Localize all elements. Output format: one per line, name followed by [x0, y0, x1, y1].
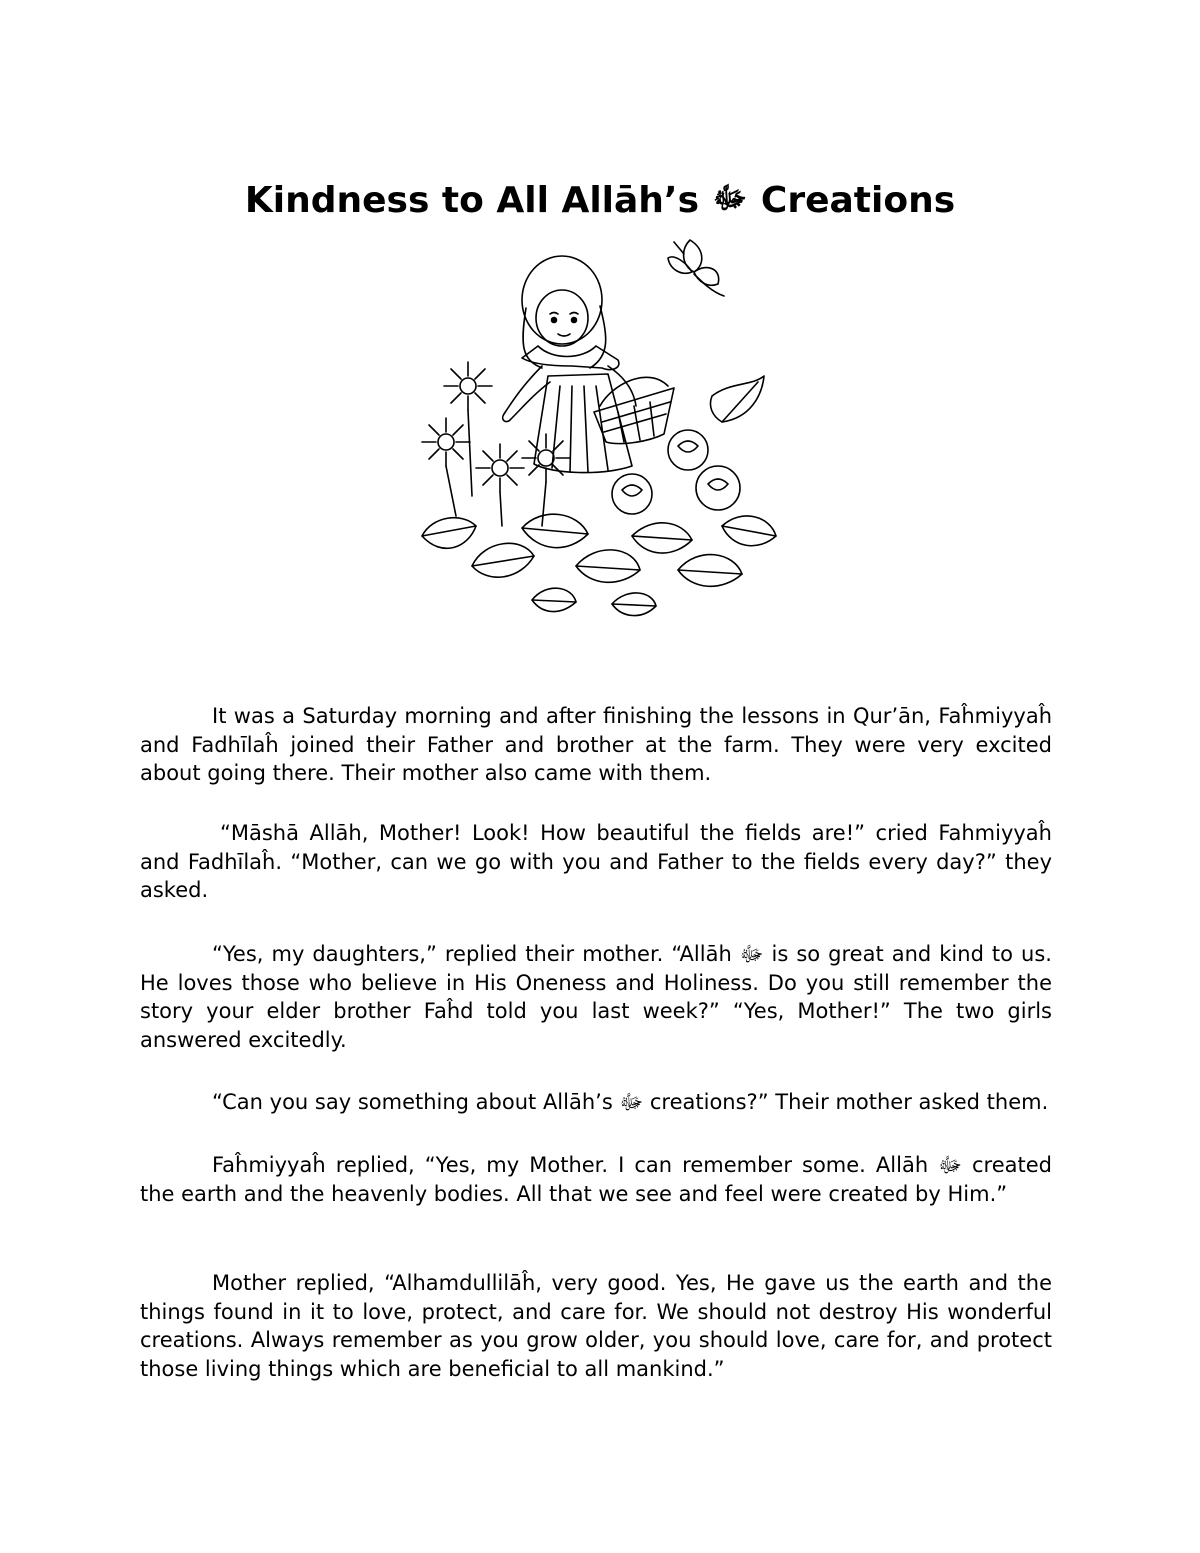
girl-picking-flowers-illustration	[412, 236, 784, 624]
title-text-end: Creations	[760, 180, 956, 222]
paragraph-5	[140, 1151, 1052, 1208]
paragraph-5-text-b: created the earth and the heavenly bodies. All that we see and feel were created by Him.”	[140, 1153, 1052, 1206]
paragraph-1-text: It was a Saturday morning and after finishing the lessons in Qur’ān, Faĥmiyyaĥ and Fadhīlaĥ joined their Father and brother at the farm. They were very excited about going there. Their mother also came with them.	[140, 704, 1052, 785]
paragraph-1	[140, 702, 1052, 788]
paragraph-5-text-a: Faĥmiyyaĥ replied, “Yes, my Mother. I can remember some. Allāh	[212, 1153, 929, 1177]
paragraph-2-text: “Māshā Allāh, Mother! Look! How beautiful the fields are!” cried Fahmiyyaĥ and Fadhīlaĥ. “Mother, can we go with you and Father to the fields every day?” they asked.	[140, 821, 1052, 902]
page-title	[0, 174, 1200, 226]
paragraph-4-text-a: “Can you say something about Allāh’s	[212, 1090, 613, 1114]
girl-drawing	[503, 256, 674, 473]
daisy-flowers-drawing	[422, 362, 570, 526]
paragraph-3-text-b: is so great and kind to us. He loves those who believe in His Oneness and Holiness. Do you still remember the story your elder brother Faĥd told you last week?” “Yes, Mother!” The two girls answered excitedly.	[140, 942, 1052, 1052]
butterfly-drawing	[668, 240, 724, 296]
paragraph-2	[140, 819, 1052, 905]
paragraph-3-text-a: “Yes, my daughters,” replied their mother. “Allāh	[212, 942, 732, 966]
honorific-glyph: ﷻ	[938, 1153, 962, 1177]
paragraph-4	[140, 1088, 1052, 1117]
paragraph-6	[140, 1269, 1052, 1383]
paragraph-3	[140, 940, 1052, 1054]
honorific-glyph: ﷻ	[619, 1090, 644, 1114]
honorific-glyph: ﷻ	[713, 181, 747, 217]
paragraph-4-text-b: creations?” Their mother asked them.	[649, 1090, 1049, 1114]
honorific-glyph: ﷻ	[739, 942, 764, 966]
title-text-start: Kindness to All Allāh’s	[244, 180, 700, 222]
paragraph-6-text: Mother replied, “Alhamdullilāĥ, very good. Yes, He gave us the earth and the things found in it to love, protect, and care for. We should not destroy His wonderful creations. Always remember as you grow older, you should love, care for, and protect those living things which are beneficial to all mankind.”	[140, 1271, 1052, 1381]
